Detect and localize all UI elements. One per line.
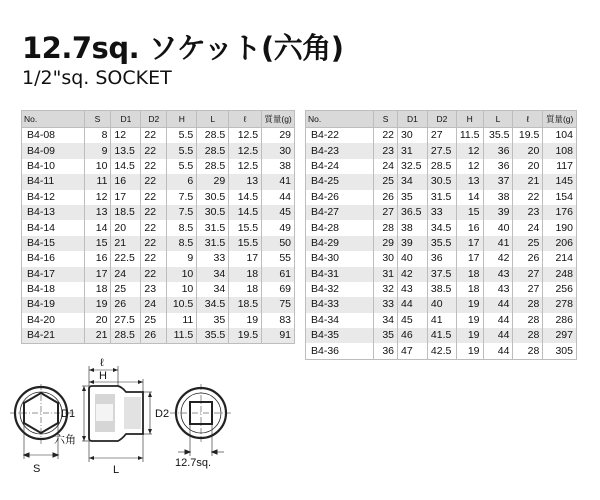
table-cell: 42 [398,267,428,282]
table-cell: 24 [111,267,141,282]
table-cell: 37.5 [427,267,456,282]
table-cell: 28 [513,297,543,312]
table-cell: 20 [513,159,543,174]
table-row [306,236,577,251]
table-cell: 75 [262,297,295,312]
table-cell: 16 [456,220,483,235]
table-row [306,205,577,220]
table-cell: 12 [84,190,111,205]
table-cell: B4-09 [22,143,85,158]
table-cell: 55 [262,251,295,266]
table-cell: 30 [398,128,428,144]
table-cell: 44 [483,343,513,359]
table-header-row [22,111,295,128]
table-cell: 22 [141,128,167,144]
table-cell: 28.5 [111,328,141,344]
table-cell: 43 [398,282,428,297]
table-cell: 41 [483,236,513,251]
table-cell: 8 [84,128,111,144]
table-cell: 37 [483,174,513,189]
table-cell: 12.5 [229,143,262,158]
table-cell: 34 [398,174,428,189]
hex-end-view [10,384,74,459]
table-cell: 44 [483,328,513,343]
table-cell: 27.5 [111,313,141,328]
table-cell: 29 [197,174,229,189]
table-cell: 33 [427,205,456,220]
table-cell: 34 [197,282,229,297]
table-cell: 30.5 [197,190,229,205]
table-cell: 27 [374,205,398,220]
table-cell: 7.5 [167,205,197,220]
table-row [306,328,577,343]
table-cell: 19 [456,343,483,359]
table-cell: 25 [111,282,141,297]
table-cell: 104 [543,128,577,144]
table-cell: 35 [374,328,398,343]
table-cell: B4-29 [306,236,374,251]
table-cell: 21 [84,328,111,344]
table-cell: B4-15 [22,236,85,251]
table-cell: 34 [197,267,229,282]
table-row [306,128,577,144]
label-hex: 六角 [54,434,76,446]
table-cell: 28 [513,328,543,343]
table-cell: 9 [167,251,197,266]
table-cell: 8.5 [167,236,197,251]
table-cell: B4-11 [22,174,85,189]
table-cell: 19 [456,313,483,328]
table-cell: 18.5 [229,297,262,312]
table-header-cell: No. [22,111,85,128]
table-row [22,236,295,251]
table-cell: B4-36 [306,343,374,359]
table-cell: 18.5 [111,205,141,220]
table-cell: B4-10 [22,159,85,174]
table-cell: 8.5 [167,220,197,235]
table-cell: B4-25 [306,174,374,189]
table-header-cell: H [167,111,197,128]
table-cell: 12.5 [229,159,262,174]
table-cell: 27 [427,128,456,144]
table-header-cell: 質量(g) [543,111,577,128]
table-cell: 9 [84,143,111,158]
table-header-cell: D1 [398,111,428,128]
table-cell: 14.5 [111,159,141,174]
table-cell: 14 [456,190,483,205]
table-cell: 12 [456,143,483,158]
table-cell: 38 [483,190,513,205]
table-cell: 12 [111,128,141,144]
table-row [306,251,577,266]
table-cell: 22 [513,190,543,205]
table-cell: 46 [398,328,428,343]
table-cell: 20 [111,220,141,235]
table-cell: 13 [84,205,111,220]
table-cell: 11 [167,313,197,328]
label-h: H [99,370,107,382]
table-cell: 36 [427,251,456,266]
table-cell: 49 [262,220,295,235]
table-cell: 28 [374,220,398,235]
table-cell: 5.5 [167,159,197,174]
table-cell: 28.5 [197,159,229,174]
table-header-cell: 質量(g) [262,111,295,128]
table-cell: 47 [398,343,428,359]
label-12-7sq: 12.7sq. [175,457,212,469]
table-cell: 40 [427,297,456,312]
table-cell: 40 [483,220,513,235]
table-cell: 25 [513,236,543,251]
spec-table-right [305,110,577,360]
table-cell: B4-18 [22,282,85,297]
table-cell: 42 [483,251,513,266]
table-cell: 36 [483,159,513,174]
table-cell: 12 [456,159,483,174]
table-row [22,159,295,174]
table-header-cell: S [84,111,111,128]
table-cell: 45 [398,313,428,328]
table-cell: 30.5 [197,205,229,220]
table-row [22,174,295,189]
table-cell: 35.5 [427,236,456,251]
table-cell: 30 [262,143,295,158]
table-cell: 41.5 [427,328,456,343]
table-cell: 38 [398,220,428,235]
table-cell: 43 [483,267,513,282]
table-cell: 22 [141,159,167,174]
table-row [306,313,577,328]
table-cell: 38.5 [427,282,456,297]
table-cell: 18 [229,282,262,297]
table-header-cell: L [197,111,229,128]
table-cell: 30.5 [427,174,456,189]
table-cell: 22 [141,236,167,251]
table-cell: 14 [84,220,111,235]
table-header-cell: ℓ [513,111,543,128]
table-row [22,251,295,266]
table-cell: 31.5 [197,220,229,235]
table-cell: 14.5 [229,205,262,220]
table-header-cell: L [483,111,513,128]
table-cell: 12.5 [229,128,262,144]
table-cell: 305 [543,343,577,359]
table-cell: 23 [374,143,398,158]
table-cell: B4-20 [22,313,85,328]
table-cell: 17 [229,251,262,266]
table-cell: 29 [262,128,295,144]
table-cell: 31.5 [197,236,229,251]
table-cell: B4-33 [306,297,374,312]
table-cell: 14.5 [229,190,262,205]
table-cell: 176 [543,205,577,220]
table-cell: B4-23 [306,143,374,158]
table-cell: B4-35 [306,328,374,343]
table-cell: B4-14 [22,220,85,235]
table-row [306,174,577,189]
table-row [22,128,295,144]
table-cell: 22 [141,267,167,282]
label-d1: D1 [61,408,76,420]
table-cell: 278 [543,297,577,312]
table-cell: 21 [111,236,141,251]
table-cell: 19 [84,297,111,312]
table-cell: 15 [84,236,111,251]
table-cell: 15.5 [229,220,262,235]
table-cell: B4-17 [22,267,85,282]
table-row [22,282,295,297]
table-cell: B4-24 [306,159,374,174]
table-cell: B4-12 [22,190,85,205]
table-cell: B4-13 [22,205,85,220]
table-cell: 91 [262,328,295,344]
table-cell: 17 [111,190,141,205]
table-header-cell: ℓ [229,111,262,128]
table-cell: 22 [374,128,398,144]
table-cell: B4-27 [306,205,374,220]
table-row [306,267,577,282]
table-row [22,328,295,344]
table-cell: 19.5 [229,328,262,344]
table-cell: 31.5 [427,190,456,205]
table-cell: 28 [513,313,543,328]
table-cell: 35 [197,313,229,328]
table-cell: 22 [141,220,167,235]
label-l: L [113,464,120,476]
table-cell: 13.5 [111,143,141,158]
table-row [306,143,577,158]
table-cell: 5.5 [167,143,197,158]
table-cell: 44 [483,297,513,312]
table-cell: 17 [84,267,111,282]
table-row [22,313,295,328]
table-cell: B4-08 [22,128,85,144]
table-cell: 145 [543,174,577,189]
table-cell: 214 [543,251,577,266]
table-cell: 19 [229,313,262,328]
table-cell: 117 [543,159,577,174]
table-cell: 27.5 [427,143,456,158]
table-cell: 23 [141,282,167,297]
table-cell: 42.5 [427,343,456,359]
label-s: S [33,463,41,475]
table-cell: 19.5 [513,128,543,144]
table-cell: 40 [398,251,428,266]
table-cell: 44 [483,313,513,328]
table-cell: 24 [513,220,543,235]
socket-diagram [0,352,300,500]
table-cell: 22 [141,251,167,266]
table-row [22,190,295,205]
table-row [306,343,577,359]
table-row [22,267,295,282]
table-cell: 190 [543,220,577,235]
table-cell: 21 [513,174,543,189]
table-cell: 13 [229,174,262,189]
table-cell: 31 [398,143,428,158]
table-cell: 41 [262,174,295,189]
label-l-small: ℓ [100,357,104,369]
table-cell: 22 [141,190,167,205]
table-header-cell: D2 [427,111,456,128]
table-cell: 69 [262,282,295,297]
table-cell: 38 [262,159,295,174]
table-cell: 7.5 [167,190,197,205]
table-cell: 45 [262,205,295,220]
table-cell: B4-31 [306,267,374,282]
table-cell: 28.5 [197,128,229,144]
table-cell: 10.5 [167,297,197,312]
table-cell: 27 [513,282,543,297]
table-header-cell: D2 [141,111,167,128]
table-cell: 50 [262,236,295,251]
table-row [306,190,577,205]
table-cell: 20 [513,143,543,158]
table-cell: 22.5 [111,251,141,266]
table-cell: B4-16 [22,251,85,266]
table-cell: 154 [543,190,577,205]
table-cell: 19 [456,328,483,343]
table-row [22,297,295,312]
table-cell: 30 [374,251,398,266]
table-header-cell: S [374,111,398,128]
table-cell: 248 [543,267,577,282]
table-cell: 18 [456,282,483,297]
page-title: 12.7sq. ソケット(六角) [22,31,344,65]
table-cell: 28.5 [427,159,456,174]
table-cell: 26 [141,328,167,344]
table-cell: 11 [84,174,111,189]
table-cell: 44 [262,190,295,205]
table-cell: 35.5 [197,328,229,344]
table-cell: 18 [84,282,111,297]
table-cell: 27 [513,267,543,282]
table-cell: B4-26 [306,190,374,205]
table-cell: B4-30 [306,251,374,266]
table-cell: 36 [483,143,513,158]
table-cell: 286 [543,313,577,328]
spec-table-left [21,110,295,344]
table-cell: 32 [374,282,398,297]
table-header-cell: H [456,111,483,128]
table-cell: 31 [374,267,398,282]
table-row [22,143,295,158]
table-cell: 34 [374,313,398,328]
table-cell: 83 [262,313,295,328]
table-cell: 28.5 [197,143,229,158]
table-cell: 19 [456,297,483,312]
page-subtitle: 1/2"sq. SOCKET [22,67,172,89]
table-row [306,220,577,235]
table-cell: 22 [141,205,167,220]
table-cell: 10 [84,159,111,174]
table-cell: 13 [456,174,483,189]
table-cell: 26 [111,297,141,312]
table-row [22,205,295,220]
table-cell: 24 [141,297,167,312]
table-cell: 297 [543,328,577,343]
table-cell: 16 [111,174,141,189]
table-cell: 11.5 [167,328,197,344]
square-drive-view [170,384,232,456]
table-cell: 5.5 [167,128,197,144]
table-cell: 17 [456,251,483,266]
table-cell: 61 [262,267,295,282]
table-cell: 29 [374,236,398,251]
table-cell: 34.5 [197,297,229,312]
table-cell: 28 [513,343,543,359]
table-cell: B4-34 [306,313,374,328]
table-cell: 26 [374,190,398,205]
table-cell: B4-28 [306,220,374,235]
table-header-row [306,111,577,128]
table-cell: 39 [398,236,428,251]
table-cell: 34.5 [427,220,456,235]
table-cell: 36.5 [398,205,428,220]
table-row [306,297,577,312]
table-cell: 10 [167,267,197,282]
table-cell: 256 [543,282,577,297]
table-cell: 10 [167,282,197,297]
table-header-cell: No. [306,111,374,128]
table-row [306,282,577,297]
table-cell: 33 [374,297,398,312]
table-cell: 35 [398,190,428,205]
table-cell: 15 [456,205,483,220]
table-cell: 17 [456,236,483,251]
table-cell: 32.5 [398,159,428,174]
table-cell: 43 [483,282,513,297]
table-cell: 18 [456,267,483,282]
table-cell: 22 [141,174,167,189]
table-cell: 25 [374,174,398,189]
table-row [22,220,295,235]
table-cell: 24 [374,159,398,174]
table-cell: 39 [483,205,513,220]
table-cell: 26 [513,251,543,266]
table-cell: B4-22 [306,128,374,144]
table-cell: 15.5 [229,236,262,251]
table-cell: B4-19 [22,297,85,312]
side-view [82,366,152,462]
table-cell: 206 [543,236,577,251]
table-cell: 6 [167,174,197,189]
table-cell: B4-21 [22,328,85,344]
table-cell: 44 [398,297,428,312]
table-cell: 36 [374,343,398,359]
table-cell: 23 [513,205,543,220]
table-cell: 41 [427,313,456,328]
table-cell: 20 [84,313,111,328]
table-cell: 18 [229,267,262,282]
table-cell: 25 [141,313,167,328]
table-cell: 22 [141,143,167,158]
table-cell: 33 [197,251,229,266]
label-d2: D2 [155,408,170,420]
table-row [306,159,577,174]
table-cell: 11.5 [456,128,483,144]
table-cell: B4-32 [306,282,374,297]
table-cell: 108 [543,143,577,158]
table-header-cell: D1 [111,111,141,128]
table-cell: 35.5 [483,128,513,144]
table-cell: 16 [84,251,111,266]
